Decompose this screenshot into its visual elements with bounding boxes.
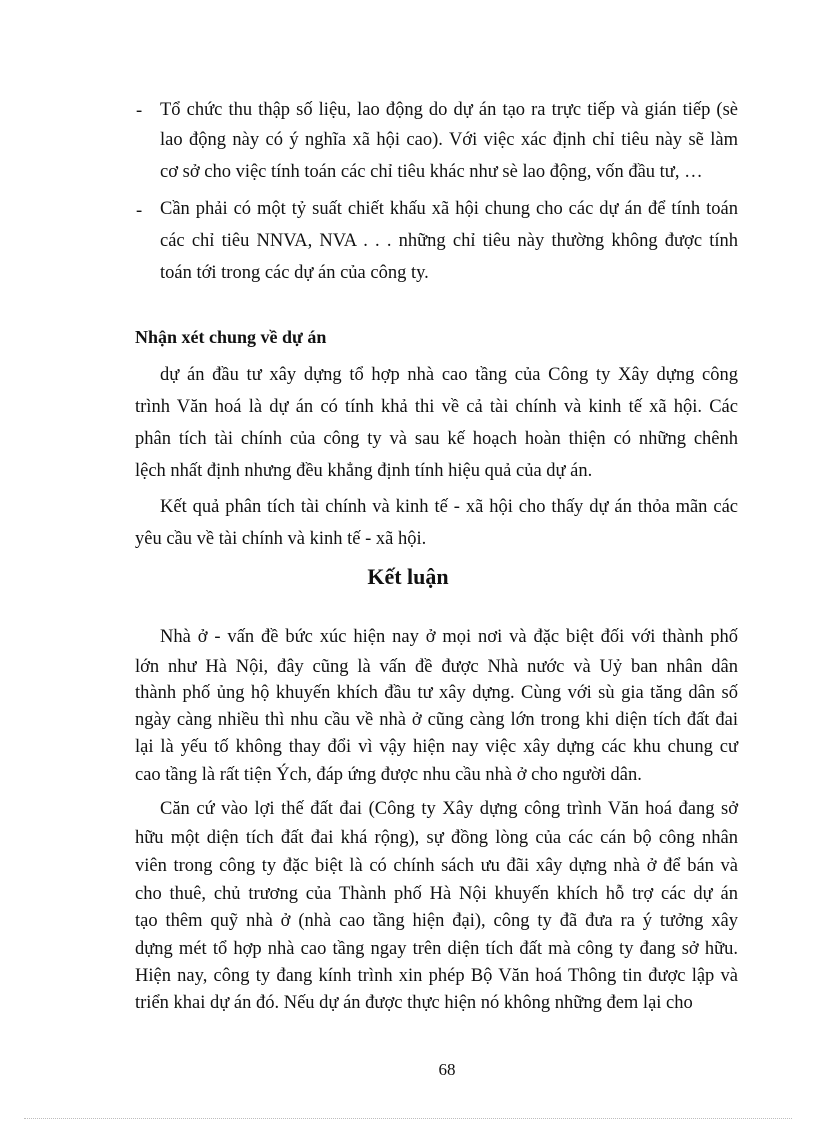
text-line: Nhà ở - vấn đề bức xúc hiện nay ở mọi nơi và đặc biệt đối với thành phố (160, 627, 738, 647)
text-line: cao tầng là rất tiện Ých, đáp ứng được nhu cầu nhà ở cho người dân. (135, 765, 642, 785)
text-line: phân tích tài chính của công ty và sau kế hoạch hoàn thiện có những chênh (135, 429, 738, 449)
text-line: hữu một diện tích đất đai khá rộng), sự đồng lòng của các cán bộ công nhân (135, 828, 738, 848)
conclusion-title: Kết luận (367, 564, 449, 589)
bullet-dash: - (136, 101, 143, 121)
page-number: 68 (438, 1060, 456, 1079)
footer-divider (24, 1118, 792, 1119)
text-line: toán tới trong các dự án của công ty. (160, 263, 429, 283)
text-line: Tổ chức thu thập số liệu, lao động do dự án tạo ra trực tiếp và gián tiếp (sè (160, 100, 738, 120)
section-heading: Nhận xét chung về dự án (135, 327, 327, 347)
text-line: dự án đầu tư xây dựng tổ hợp nhà cao tầng của Công ty Xây dựng công (160, 365, 738, 385)
text-line: trình Văn hoá là dự án có tính khả thi về cả tài chính và kinh tế xã hội. Các (135, 397, 738, 417)
text-line: dựng mét tổ hợp nhà cao tầng ngay trên diện tích đất mà công ty đang sở hữu. (135, 939, 738, 959)
text-line: triển khai dự án đó. Nếu dự án được thực hiện nó không những đem lại cho (135, 993, 693, 1013)
text-line: thành phố ủng hộ khuyến khích đầu tư xây dựng. Cùng với sù gia tăng dân số (135, 683, 738, 703)
text-line: Hiện nay, công ty đang kính trình xin phép Bộ Văn hoá Thông tin được lập và (135, 966, 738, 986)
text-line: Cần phải có một tỷ suất chiết khấu xã hội chung cho các dự án để tính toán (160, 199, 738, 219)
text-line: Căn cứ vào lợi thế đất đai (Công ty Xây dựng công trình Văn hoá đang sở (160, 799, 738, 819)
text-line: yêu cầu về tài chính và kinh tế - xã hội. (135, 529, 427, 549)
text-line: lại là yếu tố không thay đổi vì vậy hiện nay việc xây dựng các khu chung cư (135, 737, 738, 757)
text-line: cơ sở cho việc tính toán các chỉ tiêu khác như sè lao động, vốn đầu tư, … (160, 162, 703, 182)
text-line: lớn như Hà Nội, đây cũng là vấn đề được Nhà nước và Uỷ ban nhân dân (135, 657, 738, 677)
text-line: viên trong công ty đặc biệt là có chính sách ưu đãi xây dựng nhà ở để bán và (135, 856, 738, 876)
bullet-dash: - (136, 201, 143, 221)
text-line: cho thuê, chủ trương của Thành phố Hà Nội khuyến khích hỗ trợ các dự án (135, 884, 738, 904)
text-line: Kết quả phân tích tài chính và kinh tế - xã hội cho thấy dự án thỏa mãn các (160, 497, 738, 517)
text-line: lao động này có ý nghĩa xã hội cao). Với việc xác định chỉ tiêu này sẽ làm (160, 130, 738, 150)
text-line: lệch nhất định nhưng đều khẳng định tính hiệu quả của dự án. (135, 461, 593, 481)
text-line: tạo thêm quỹ nhà ở (nhà cao tầng hiện đại), công ty đã đưa ra ý tưởng xây (135, 911, 738, 931)
text-line: ngày càng nhiều thì nhu cầu về nhà ở cũng càng lớn trong khi diện tích đất đai (135, 710, 738, 730)
text-line: các chỉ tiêu NNVA, NVA . . . những chỉ tiêu này thường không được tính (160, 231, 738, 251)
